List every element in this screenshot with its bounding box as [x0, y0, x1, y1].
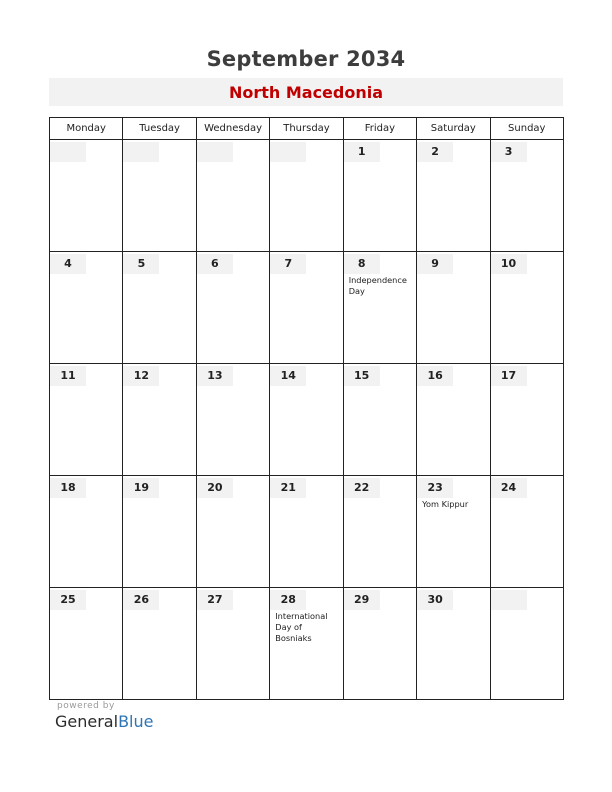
- day-cell: [196, 252, 269, 364]
- day-number: [491, 590, 527, 610]
- day-number: 26: [123, 590, 159, 610]
- day-cell: [50, 252, 123, 364]
- week-row: [50, 476, 564, 588]
- day-number: 11: [50, 366, 86, 386]
- holiday-label: Independence Day: [348, 275, 407, 296]
- weekday-header: Friday: [343, 118, 416, 140]
- day-number: [197, 142, 233, 162]
- day-cell: [490, 588, 563, 700]
- day-number: 14: [270, 366, 306, 386]
- day-cell: [50, 588, 123, 700]
- day-number: 30: [417, 590, 453, 610]
- day-number: 20: [197, 478, 233, 498]
- day-number: 9: [417, 254, 453, 274]
- day-cell: [123, 140, 196, 252]
- day-cell: [343, 476, 416, 588]
- day-number: 25: [50, 590, 86, 610]
- day-cell: [50, 476, 123, 588]
- holiday-label: Yom Kippur: [422, 499, 469, 509]
- day-cell: [196, 364, 269, 476]
- day-number: 15: [344, 366, 380, 386]
- day-number: 8: [344, 254, 380, 274]
- day-number: 23: [417, 478, 453, 498]
- calendar-title: September 2034: [206, 47, 406, 71]
- day-number: 1: [344, 142, 380, 162]
- weekday-header: Saturday: [417, 118, 490, 140]
- weekday-header: Tuesday: [123, 118, 196, 140]
- day-number: 29: [344, 590, 380, 610]
- holiday-label: International Day of Bosniaks: [275, 611, 328, 643]
- day-number: 6: [197, 254, 233, 274]
- weekday-header: Wednesday: [196, 118, 269, 140]
- day-number: 24: [491, 478, 527, 498]
- day-number: 7: [270, 254, 306, 274]
- day-number: 5: [123, 254, 159, 274]
- day-cell: [123, 252, 196, 364]
- day-cell: [417, 252, 490, 364]
- day-cell: [490, 364, 563, 476]
- day-number: 22: [344, 478, 380, 498]
- week-row: [50, 252, 564, 364]
- day-cell: [417, 476, 490, 588]
- day-cell: [343, 364, 416, 476]
- day-number: [50, 142, 86, 162]
- day-cell: [123, 364, 196, 476]
- day-number: 2: [417, 142, 453, 162]
- day-cell: [196, 476, 269, 588]
- day-cell: [343, 588, 416, 700]
- weekday-header-row: [50, 118, 564, 140]
- day-cell: [417, 140, 490, 252]
- day-number: 16: [417, 366, 453, 386]
- day-cell: [270, 252, 343, 364]
- day-cell: [50, 364, 123, 476]
- day-number: 10: [491, 254, 527, 274]
- day-cell: [196, 588, 269, 700]
- week-row: [50, 140, 564, 252]
- day-cell: [123, 588, 196, 700]
- day-number: [270, 142, 306, 162]
- week-row: [50, 588, 564, 700]
- day-number: 17: [491, 366, 527, 386]
- country-name: North Macedonia: [49, 78, 563, 106]
- day-cell: [490, 476, 563, 588]
- weekday-header: Thursday: [270, 118, 343, 140]
- day-cell: [123, 476, 196, 588]
- day-number: 18: [50, 478, 86, 498]
- brand-logo-part2: Blue: [118, 712, 154, 731]
- weekday-header: Sunday: [490, 118, 563, 140]
- day-number: [123, 142, 159, 162]
- day-cell: [270, 476, 343, 588]
- day-number: 3: [491, 142, 527, 162]
- powered-by-label: powered by: [57, 701, 115, 711]
- brand-logo[interactable]: [55, 712, 153, 731]
- calendar-grid: [49, 117, 564, 700]
- day-cell: [490, 140, 563, 252]
- day-cell: [50, 140, 123, 252]
- day-cell: [417, 364, 490, 476]
- day-cell: [343, 140, 416, 252]
- day-number: 19: [123, 478, 159, 498]
- day-number: 21: [270, 478, 306, 498]
- day-cell: [490, 252, 563, 364]
- day-number: 27: [197, 590, 233, 610]
- day-number: 4: [50, 254, 86, 274]
- day-cell: [196, 140, 269, 252]
- day-number: 12: [123, 366, 159, 386]
- day-number: 13: [197, 366, 233, 386]
- day-cell: [343, 252, 416, 364]
- day-cell: [417, 588, 490, 700]
- day-number: 28: [270, 590, 306, 610]
- brand-logo-part1: General: [55, 712, 119, 731]
- weekday-header: Monday: [50, 118, 123, 140]
- day-cell: [270, 588, 343, 700]
- day-cell: [270, 140, 343, 252]
- day-cell: [270, 364, 343, 476]
- week-row: [50, 364, 564, 476]
